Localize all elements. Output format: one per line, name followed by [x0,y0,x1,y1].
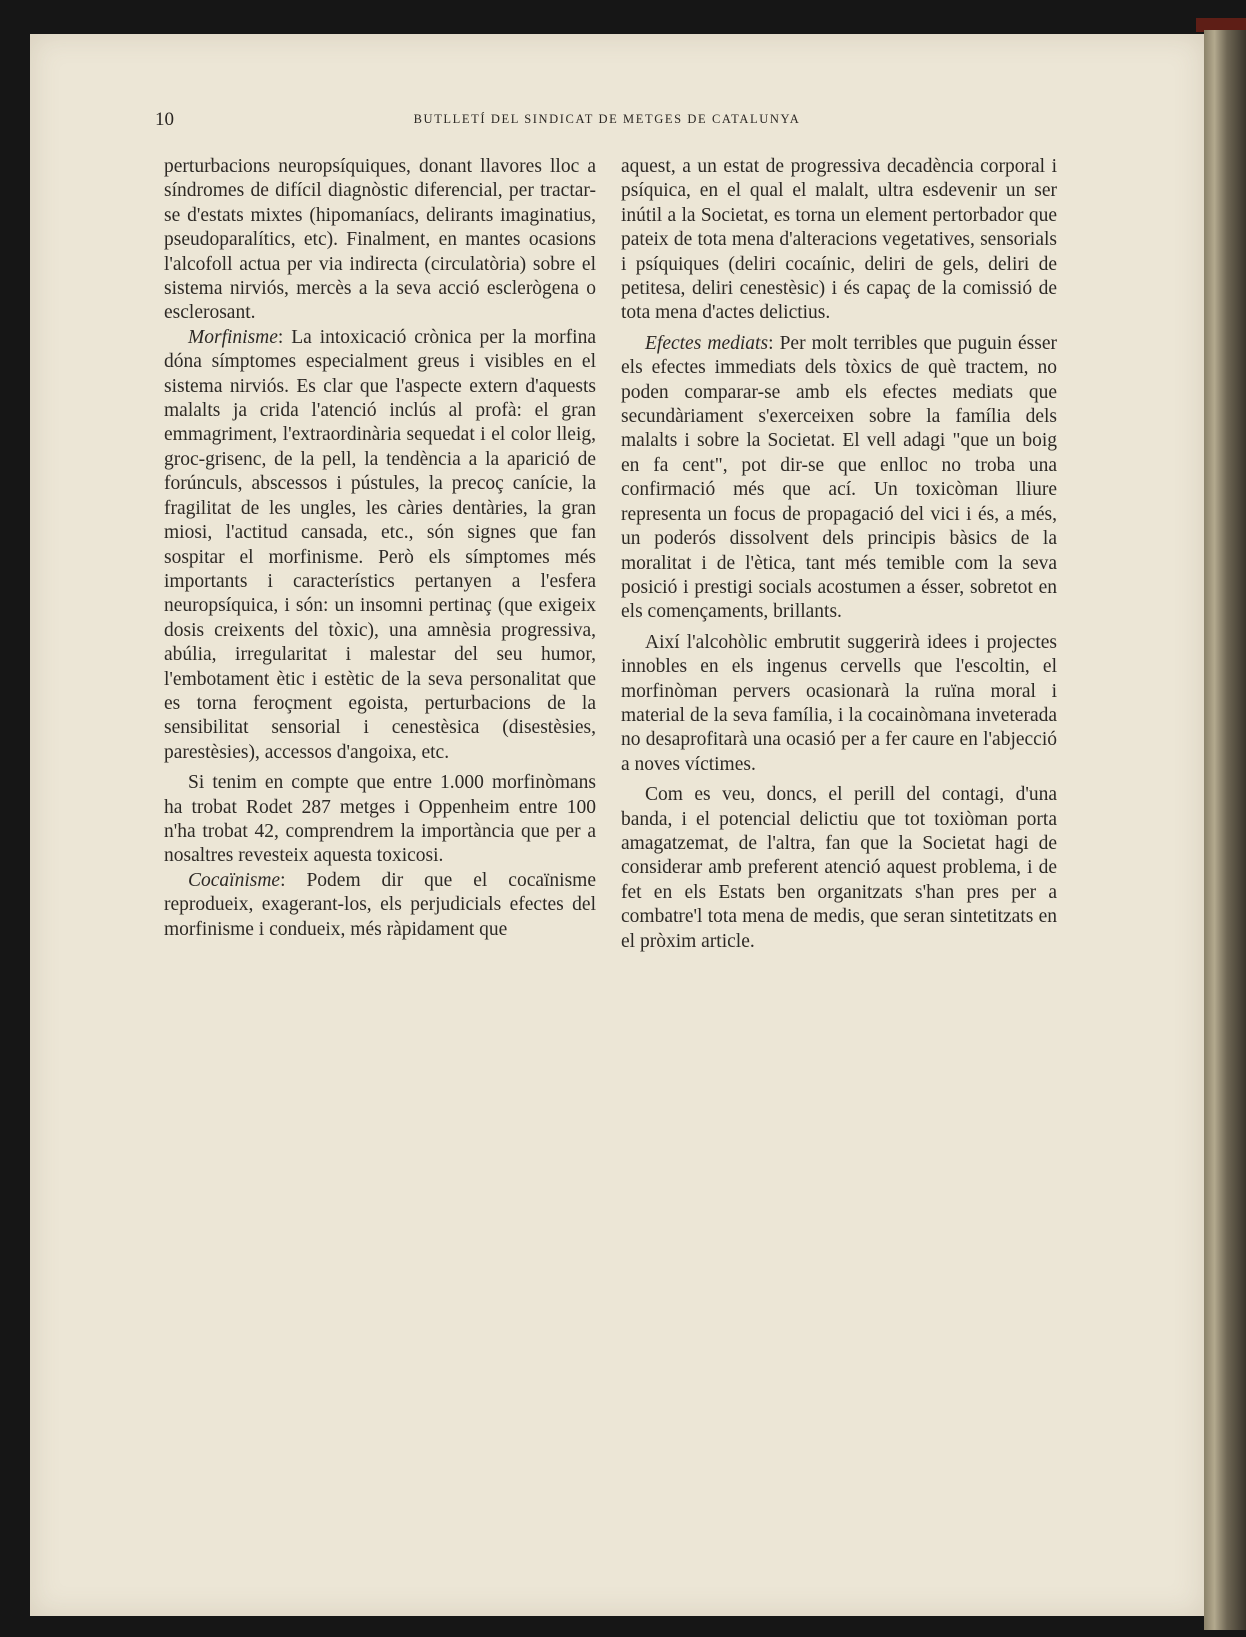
term-cocainisme: Cocaïnisme [188,869,281,891]
paragraph-morfinisme [164,326,596,765]
page-number: 10 [155,109,174,130]
left-column [164,155,596,942]
term-morfinisme: Morfinisme [188,326,278,348]
paragraph-morfinisme-text: : La intoxicació crònica per la morfina dóna símptomes especialment greus i visibles en el sistema nirviós. Es clar que l'aspecte extern d'aquests malalts ja crida l'atenció inclús al profà: el gran emmagriment, l'extraordinària sequedat i el color lleig, groc-grisenc, de la pell, la tendència a la aparició de forúnculs, abscessos i pústules, la precoç canície, la fragilitat de les ungles, les càries dentàries, la gran miosi, l'actitud cansada, etc., són signes que fan sospitar el morfinisme. Però els símptomes més importants i característics pertanyen a l'esfera neuropsíquica, i són: un insomni pertinaç (que exigeix dosis creixents del tòxic), una amnèsia progressiva, abúlia, irregularitat i malestar del seu humor, l'embotament ètic i estètic de la seva personalitat que es torna feroçment egoista, perturbacions de la sensibilitat sensorial i cenestèsica (disestèsies, parestèsies), accessos d'angoixa, etc. [164,326,596,763]
paragraph-alcohol-continuation: perturbacions neuropsíquiques, donant llavores lloc a síndromes de difícil diagnòstic diferencial, per tractar-se d'estats mixtes (hipomaníacs, delirants imaginatius, pseudoparalítics, etc). Finalment, en mantes ocasions l'alcofoll actua per via indirecta (circulatòria) sobre el sistema nirviós, mercès a la seva acció esclerògena o esclerosant. [164,156,596,324]
paragraph-cocainisme [164,869,596,942]
paragraph-statistics: Si tenim en compte que entre 1.000 morfinòmans ha trobat Rodet 287 metges i Oppenheim entre 100 n'ha trobat 42, comprendrem la importància que per a nosaltres revesteix aquesta toxicosi. [164,772,596,867]
term-efectes-mediats: Efectes mediats [645,332,769,354]
paragraph-efectes-mediats [621,332,1057,625]
running-title: BUTLLETÍ DEL SINDICAT DE METGES DE CATALUNYA [413,112,801,126]
paragraph-cocainisme-continuation: aquest, a un estat de progressiva decadència corporal i psíquica, en el qual el malalt, ultra esdevenir un ser inútil a la Societat, es torna un element pertorbador que pateix de tota mena d'alteracions vegetatives, sensorials i psíquiques (deliri cocaínic, deliri de gels, deliri de petitesa, deliri cenestèsic) i és capaç de la comissió de tota mena d'actes delictius. [621,156,1057,324]
paragraph-cocainisme-text: : Podem dir que el cocaïnisme reprodueix, exagerant-los, els perjudicials efectes del morfinisme i condueix, més ràpidament que [164,869,596,940]
paragraph-contagion: Així l'alcohòlic embrutit suggerirà idees i projectes innobles en els ingenus cervells que l'escoltin, el morfinòman pervers ocasionarà la ruïna moral i material de la seva família, i la cocainòmana inveterada no desaprofitarà una ocasió per a fer caure en l'abjecció a noves víctimes. [621,631,1057,775]
book-spine [1204,30,1246,1630]
right-column [621,155,1057,954]
paragraph-conclusion: Com es veu, doncs, el perill del contagi, d'una banda, i el potencial delictiu que tot toxiòman porta amagatzemat, de l'altra, fan que la Societat hagi de considerar amb preferent atenció aquest problema, i de fet en els Estats ben organitzats s'han pres per a combatre'l tota mena de medis, que seran sintetitzats en el pròxim article. [621,784,1057,952]
page-header [155,109,1059,133]
paragraph-efectes-mediats-text: : Per molt terribles que puguin ésser els efectes immediats dels tòxics de què tractem, no poden comparar-se amb els efectes mediats que secundàriament s'exerceixen sobre la família dels malalts i sobre la Societat. El vell adagi "que un boig en fa cent", pot dir-se que enlloc no troba una confirmació més que ací. Un toxicòman lliure representa un focus de propagació del vici i és, a més, un poderós dissolvent dels principis bàsics de la moralitat i de l'ètica, tant més temible com la seva posició i prestigi socials acostumen a ésser, sobretot en els començaments, brillants. [621,332,1057,623]
